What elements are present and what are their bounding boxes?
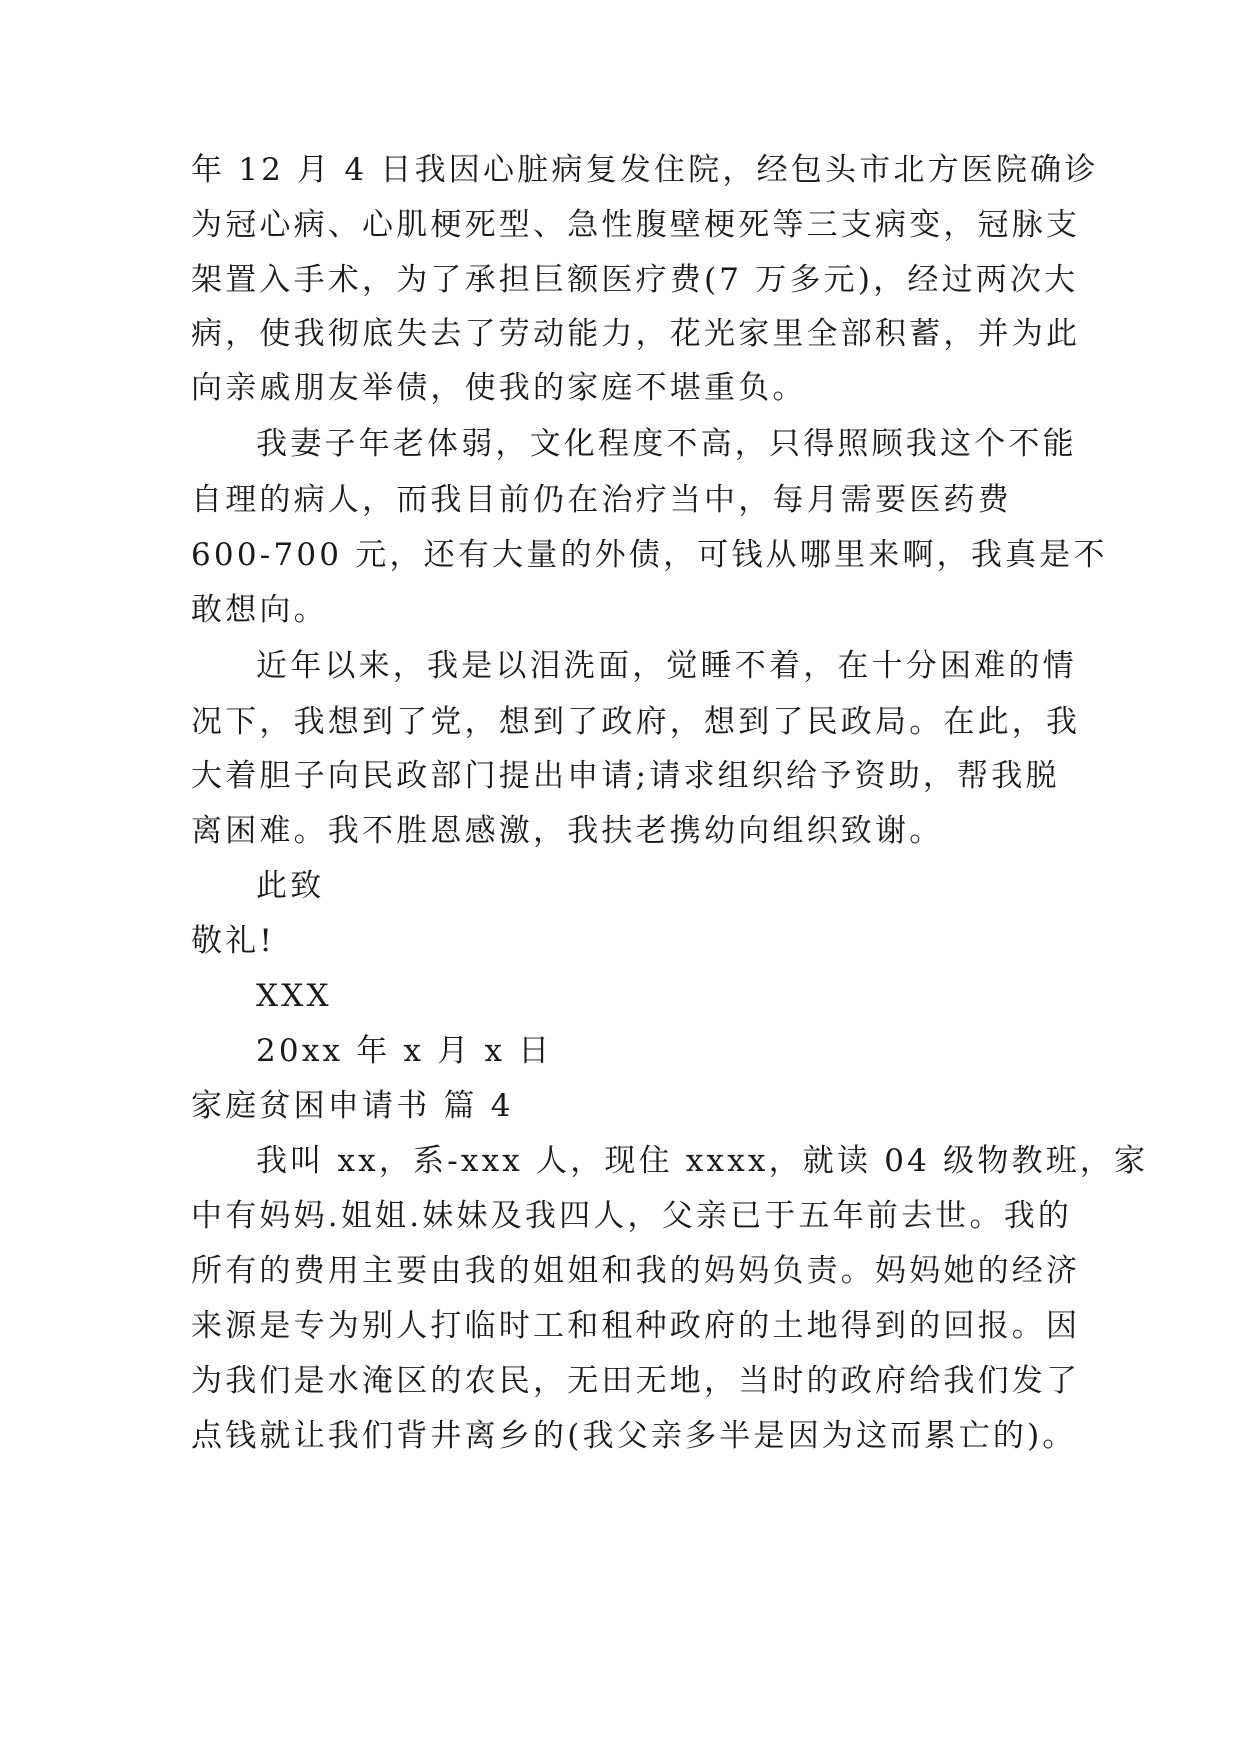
paragraph-4-line: 来源是专为别人打临时工和租种政府的土地得到的回报。因 [191,1308,1081,1344]
paragraph-1-line: 年 12 月 4 日我因心脏病复发住院，经包头市北方医院确诊 [191,152,1099,188]
closing-line: 此致 [256,868,325,904]
paragraph-4-line: 所有的费用主要由我的姐姐和我的妈妈负责。妈妈她的经济 [191,1253,1081,1289]
date: 20xx 年 x 月 x 日 [256,1033,553,1069]
paragraph-3-line: 近年以来，我是以泪洗面，觉睡不着，在十分困难的情 [256,648,1077,684]
paragraph-2-line: 我妻子年老体弱，文化程度不高，只得照顾我这个不能 [256,426,1077,462]
paragraph-1-line: 架置入手术，为了承担巨额医疗费(7 万多元)，经过两次大 [191,262,1079,298]
paragraph-3-line: 离困难。我不胜恩感激，我扶老携幼向组织致谢。 [191,813,944,849]
paragraph-4-line: 我叫 xx，系-xxx 人，现住 xxxx，就读 04 级物教班，家 [256,1143,1149,1179]
paragraph-1-line: 病，使我彻底失去了劳动能力，花光家里全部积蓄，并为此 [191,316,1081,352]
paragraph-2-line: 自理的病人，而我目前仍在治疗当中，每月需要医药费 [191,482,1012,518]
paragraph-2-line: 敢想向。 [191,592,328,628]
section-title: 家庭贫困申请书 篇 4 [191,1088,514,1124]
signature: XXX [256,978,332,1014]
paragraph-4-line: 中有妈妈.姐姐.妹妹及我四人，父亲已于五年前去世。我的 [191,1198,1073,1234]
paragraph-4-line: 为我们是水淹区的农民，无田无地，当时的政府给我们发了 [191,1363,1081,1399]
paragraph-3-line: 况下，我想到了党，想到了政府，想到了民政局。在此，我 [191,704,1081,740]
paragraph-4-line: 点钱就让我们背井离乡的(我父亲多半是因为这而累亡的)。 [191,1418,1077,1454]
paragraph-3-line: 大着胆子向民政部门提出申请;请求组织给予资助，帮我脱 [191,758,1060,794]
salute-line: 敬礼! [191,923,276,959]
paragraph-2-line: 600-700 元，还有大量的外债，可钱从哪里来啊，我真是不 [191,537,1108,573]
paragraph-1-line: 为冠心病、心肌梗死型、急性腹壁梗死等三支病变，冠脉支 [191,207,1081,243]
paragraph-1-line: 向亲戚朋友举债，使我的家庭不堪重负。 [191,370,807,406]
